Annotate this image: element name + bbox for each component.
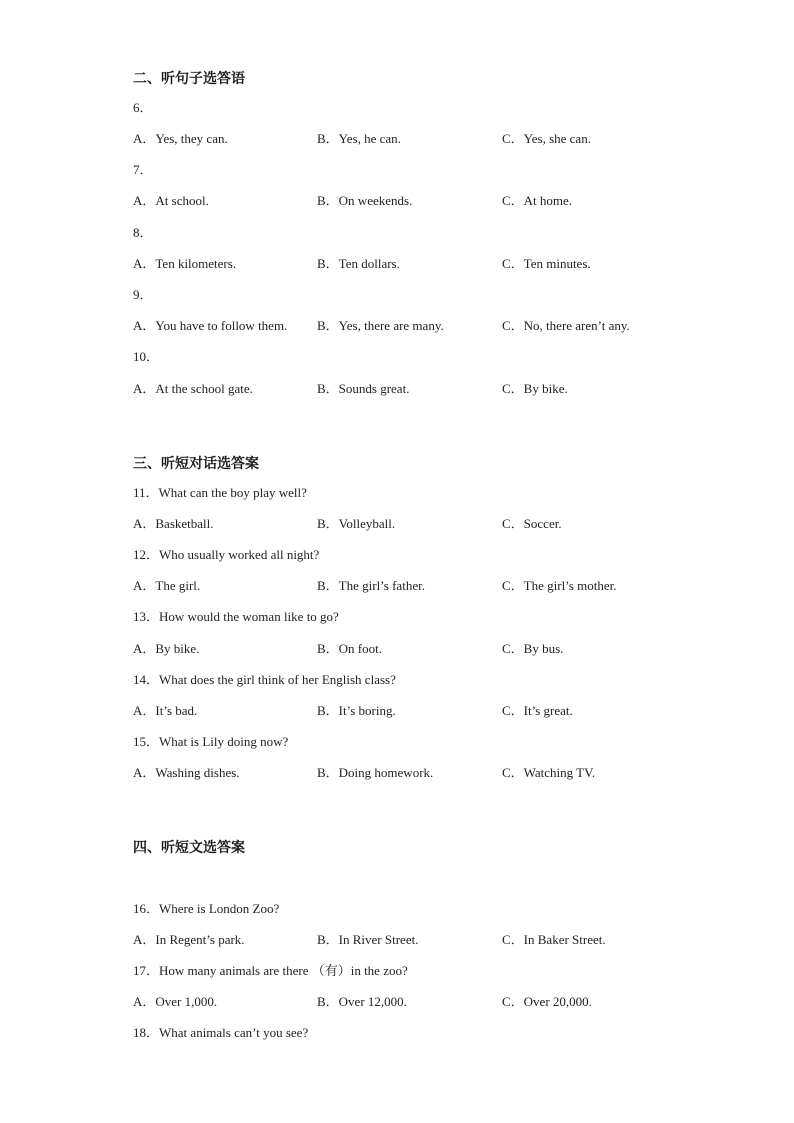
option-c: C．Ten minutes. [502,256,591,271]
option-a: A．At school. [133,193,209,208]
option-b: B．In River Street. [317,932,419,947]
option-c: C．The girl’s mother. [502,578,617,593]
option-c: C．Watching TV. [502,765,596,780]
question-number: 17． [133,963,160,978]
section-heading: 四、听短文选答案 [133,840,245,856]
option-a: A．Over 1,000. [133,994,218,1009]
question-number: 6． [133,100,153,115]
option-c: C．No, there aren’t any. [502,318,630,333]
question-text: What does the girl think of her English class? [159,672,396,687]
question-text: Who usually worked all night? [159,547,320,562]
option-b: B．Sounds great. [317,381,410,396]
option-a: A．It’s bad. [133,703,198,718]
option-c: C．It’s great. [502,703,573,718]
section-heading: 二、听句子选答语 [133,71,245,87]
option-b: B．Yes, he can. [317,131,401,146]
question-number: 9． [133,287,153,302]
option-b: B．Over 12,000. [317,994,407,1009]
question-number: 10． [133,349,160,364]
option-a: A．The girl. [133,578,201,593]
option-c: C．Yes, she can. [502,131,591,146]
option-b: B．The girl’s father. [317,578,425,593]
option-b: B．On foot. [317,641,383,656]
question-line [133,609,339,625]
option-a: A．In Regent’s park. [133,932,245,947]
question-number: 11． [133,485,159,500]
question-text: What is Lily doing now? [159,734,289,749]
question-line [133,963,408,979]
option-b: B．On weekends. [317,193,413,208]
question-line [133,901,279,917]
question-number: 12． [133,547,160,562]
question-number: 13． [133,609,160,624]
question-number: 18． [133,1025,160,1040]
option-a: A．Ten kilometers. [133,256,237,271]
option-a: A．By bike. [133,641,200,656]
option-b: B．It’s boring. [317,703,396,718]
option-b: B．Doing homework. [317,765,434,780]
option-a: A．Washing dishes. [133,765,240,780]
option-a: A．Yes, they can. [133,131,228,146]
question-text: Where is London Zoo? [159,901,280,916]
question-number: 15． [133,734,160,749]
option-c: C．By bus. [502,641,564,656]
option-b: B．Volleyball. [317,516,396,531]
question-line [133,547,319,563]
question-number: 7． [133,162,153,177]
question-number: 16． [133,901,160,916]
option-a: A．Basketball. [133,516,214,531]
question-line [133,485,307,501]
section-heading: 三、听短对话选答案 [133,456,259,472]
option-c: C．Over 20,000. [502,994,592,1009]
question-text: What animals can’t you see? [159,1025,309,1040]
option-c: C．In Baker Street. [502,932,606,947]
question-number: 8． [133,225,153,240]
question-line [133,734,288,750]
question-text: What can the boy play well? [158,485,307,500]
option-a: A．You have to follow them. [133,318,288,333]
option-c: C．By bike. [502,381,568,396]
option-c: C．Soccer. [502,516,562,531]
question-line [133,672,396,688]
option-a: A．At the school gate. [133,381,253,396]
question-number: 14． [133,672,160,687]
option-c: C．At home. [502,193,573,208]
question-line [133,1025,308,1041]
option-b: B．Yes, there are many. [317,318,444,333]
question-text: How many animals are there （有）in the zoo? [159,963,408,978]
option-b: B．Ten dollars. [317,256,400,271]
question-text: How would the woman like to go? [159,609,339,624]
